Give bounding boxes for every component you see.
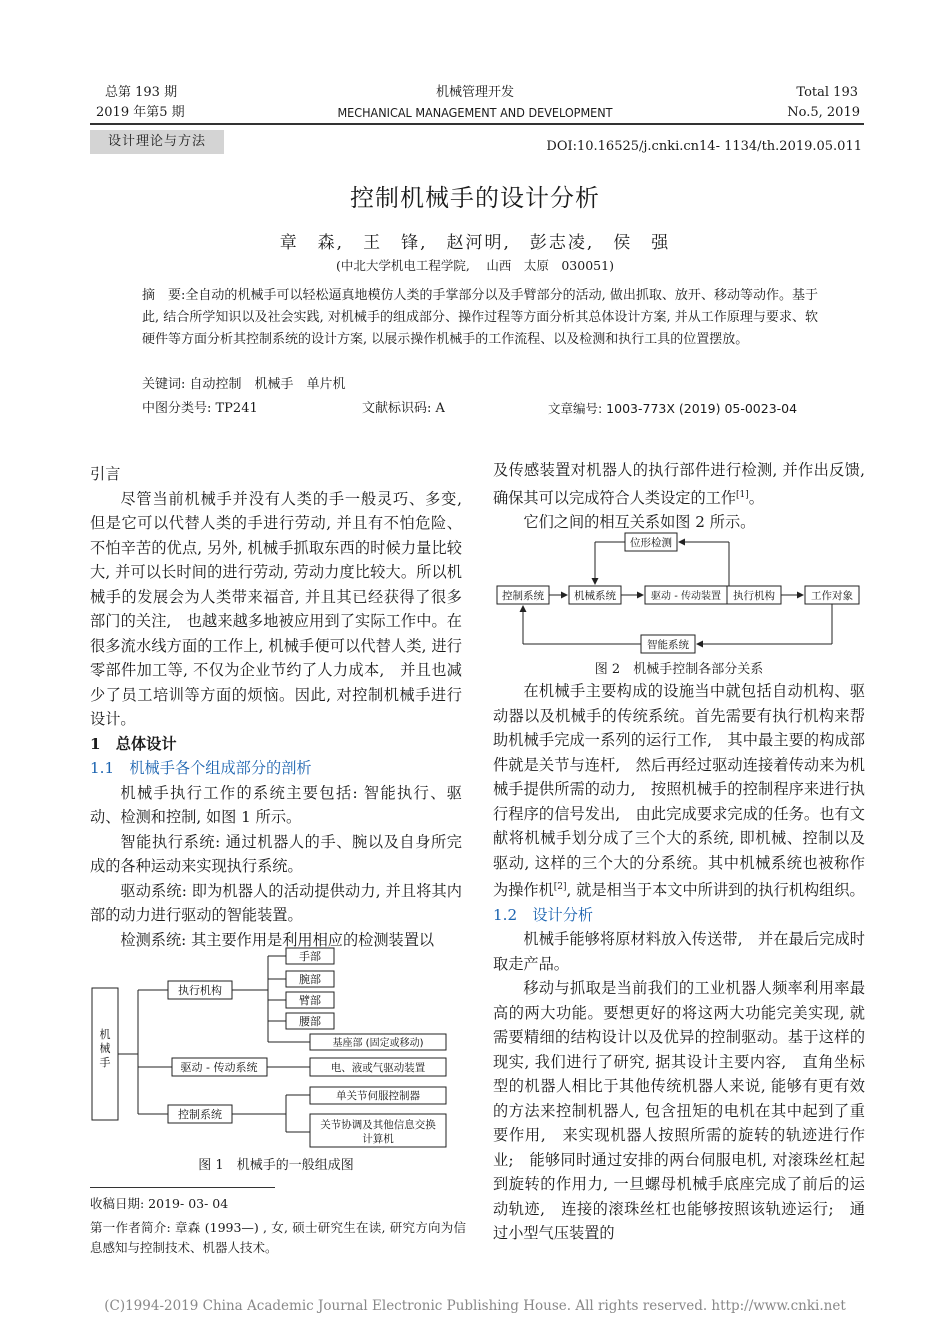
fig2-control-label: 控制系统 [502,590,544,602]
paragraph-text: 及传感装置对机器人的执行部件进行检测, 并作出反馈, 确保其可以完成符合人类设定的工作 [493,461,865,507]
copyright-footer: (C)1994-2019 China Academic Journal Electronic Publishing House. All rights reserved. http://www.cnki.net [104,1298,846,1314]
authors: 章 森, 王 锋, 赵河明, 彭志凌, 侯 强 [279,233,671,253]
fig2-smart-label: 智能系统 [647,639,689,651]
paragraph-end: 。 [748,488,764,507]
fig1-l4: 腰部 [299,1015,321,1028]
citation-1[interactable]: [1] [736,489,749,500]
intro-paragraph: 尽管当前机械手并没有人类的手一般灵巧、多变, 但是它可以代替人类的手进行劳动, 并且有不怕危险、不怕辛苦的优点, 另外, 机械手抓取东西的时候力量比较大, 并可以长时间的进行劳动, 劳动力度比较大。所以机械手的发展会为人类带来福音, 并且其已经获得了很多部门的关注, 也越来越多地被应用到了实际工作中。在很多流水线方面的工作上, 机械手便可以代替人类, 进行零部件加工等, 不仅为企业节约了人力成本, 并且也减少了员工培训等方面的烦恼。因此, 对控制机械手进行设计。 [90,489,462,728]
right-column-bottom [493,679,865,1246]
footnote-rule [90,1187,275,1188]
journal-title-en: MECHANICAL MANAGEMENT AND DEVELOPMENT [337,105,613,120]
fig2-mech-label: 机械系统 [574,590,616,602]
abstract-text: 全自动的机械手可以轻松逼真地模仿人类的手掌部分以及手臂部分的活动, 做出抓取、放开、移动等动作。基于此, 结合所学知识以及社会实践, 对机械手的组成部分、操作过程等方面分析其总体设计方案, 并从工作原理与要求、软硬件等方面分析其控制系统的设计方案, 以展示操作机械手的工作流程、以及检测和执行工具的位置摆放。 [142,288,818,347]
paragraph-text: 在机械手主要构成的设施当中就包括自动机构、驱动器以及机械手的传统系统。首先需要有执行机构来帮助机械手完成一系列的运行工作, 其中最主要的构成部件就是关节与连杆, 然后再经过驱动连接着传动来为机械手提供所需的动力, 按照机械手的控制程序来进行执行程序的信号发出, 由此完成要求完成的任务。也有文献将机械手划分成了三个大的系统, 即机械、控制以及驱动, 这样的三个大的分系统。其中机械系统也被称作为操作机 [493,682,865,900]
total-issue-en: Total 193 [796,85,858,100]
paragraph: 驱动系统: 即为机器人的活动提供动力, 并且将其内部的动力进行驱动的智能装置。 [90,881,462,924]
year-issue: 2019 年第5 期 [96,105,185,120]
fig2-exec-label: 执行机构 [733,590,775,602]
paragraph: 它们之间的相互关系如图 2 所示。 [523,513,756,532]
affiliation: (中北大学机电工程学院, 山西 太原 030051) [336,258,614,273]
paragraph-end: , 就是相当于本文中所讲到的执行机构组织。 [566,881,865,900]
section-1-1-heading: 1.1 机械手各个组成部分的剖析 [90,759,312,777]
journal-title-cn: 机械管理开发 [435,85,514,100]
fig1-root-label-2: 械 [99,1042,111,1055]
fig1-l7: 单关节伺服控制器 [336,1090,420,1102]
fig2-drive-label: 驱动 - 传动装置 [651,591,721,602]
right-column-top [493,458,865,535]
issue-number: 总第 193 期 [105,85,178,100]
section-badge: 设计理论与方法 [90,130,224,154]
document-code: 文献标识码: A [362,401,445,416]
abstract-label: 摘 要: [142,288,186,303]
author-bio: 第一作者简介: 章森 (1993—) , 女, 硕士研究生在读, 研究方向为信息感知与控制技术、机器人技术。 [90,1220,466,1255]
section-1-2-heading: 1.2 设计分析 [493,905,594,924]
article-number: 文章编号: 1003-773X (2019) 05-0023-04 [548,401,798,416]
section-1-heading: 1 总体设计 [90,734,177,753]
left-column [90,462,462,952]
clc-number: 中图分类号: TP241 [142,401,258,416]
fig1-l8a: 关节协调及其他信息交换 [320,1119,436,1131]
fig1-root-label-3: 手 [99,1056,111,1069]
citation-2[interactable]: [2] [553,882,567,892]
fig1-b2: 驱动 - 传动系统 [180,1061,258,1074]
paragraph: 机械手执行工作的系统主要包括: 智能执行、驱动、检测和控制, 如图 1 所示。 [90,783,462,826]
figure-1-caption: 图 1 机械手的一般组成图 [198,1158,354,1173]
received-date: 收稿日期: 2019- 03- 04 [90,1196,229,1211]
issue-en: No.5, 2019 [787,105,860,120]
paragraph: 检测系统: 其主要作用是利用相应的检测装置以 [120,930,435,949]
figure-2-diagram [493,530,865,656]
fig2-detect-label: 位形检测 [630,537,672,549]
article-title: 控制机械手的设计分析 [350,184,600,212]
fig2-target-label: 工作对象 [811,590,853,602]
paragraph: 智能执行系统: 通过机器人的手、腕以及自身所完成的各种运动来实现执行系统。 [90,832,462,875]
paragraph [493,679,865,903]
figure-1-diagram [88,944,460,1152]
fig1-l2: 腕部 [299,973,321,986]
figure-2-caption: 图 2 机械手控制各部分关系 [594,662,764,677]
fig1-l1: 手部 [299,950,321,963]
doi[interactable]: DOI:10.16525/j.cnki.cn14- 1134/th.2019.05.011 [546,139,862,154]
paragraph [493,458,865,510]
fig1-b3: 控制系统 [178,1108,222,1121]
fig1-l8b: 计算机 [362,1133,394,1145]
fig1-l5: 基座部 (固定或移动) [332,1038,424,1049]
abstract [142,285,818,351]
keywords: 关键词: 自动控制 机械手 单片机 [142,377,346,392]
fig1-b1: 执行机构 [178,984,222,997]
paragraph: 移动与抓取是当前我们的工业机器人频率利用率最高的两大功能。要想更好的将这两大功能完美实现, 就需要精细的结构设计以及优异的控制驱动。基于这样的现实, 我们进行了研究, 据其设计主要内容, 直角坐标型的机器人相比于其他传统机器人来说, 能够有更有效的方法来控制机器人, 包含扭矩的电机在其中起到了重要作用, 来实现机器人按照所需的旋转的轨迹进行作业; 能够同时通过安排的两台伺服电机, 对滚珠丝杠起到旋转的作用力, 一旦螺母机械手底座完成了前后的运动轨迹, 连接的滚珠丝杠也能够按照该轨迹运行; 通过小型气压装置的 [493,979,865,1243]
paragraph: 机械手能够将原材料放入传送带, 并在最后完成时取走产品。 [493,930,865,973]
fig1-l6: 电、液或气驱动装置 [330,1062,426,1074]
fig1-l3: 臂部 [299,994,321,1007]
header-rule [90,123,864,125]
intro-heading: 引言 [90,465,121,483]
fig1-root-label-1: 机 [99,1028,111,1041]
